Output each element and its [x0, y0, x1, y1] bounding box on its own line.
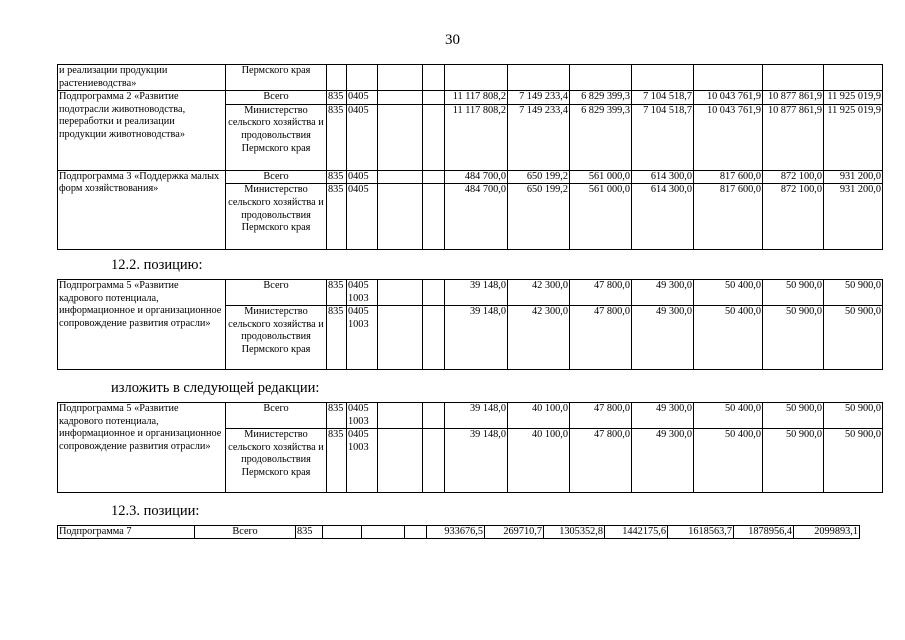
value-cell: [824, 65, 883, 91]
vr-cell: [423, 280, 445, 306]
csr-cell: [378, 403, 423, 429]
rzpr-cell: 0405: [347, 170, 378, 184]
grbs-cell: 835: [327, 104, 347, 170]
program-name-cell: Подпрограмма 3 «Поддержка малых форм хозяйствования»: [58, 170, 226, 250]
value-cell: 1305352,8: [544, 526, 605, 539]
value-cell: 7 149 233,4: [508, 104, 570, 170]
value-cell: 484 700,0: [445, 170, 508, 184]
csr-cell: [378, 104, 423, 170]
program-name-cell: Подпрограмма 7: [58, 526, 195, 539]
value-cell: [570, 65, 632, 91]
value-cell: 561 000,0: [570, 184, 632, 250]
program-name-cell: и реализации продукции растениеводства»: [58, 65, 226, 91]
program-name-cell: Подпрограмма 5 «Развитие кадрового потенциала, информационное и организационное сопровождение развития отрасли»: [58, 403, 226, 493]
value-cell: 50 400,0: [694, 403, 763, 429]
responsible-cell: Министерство сельского хозяйства и продовольствия Пермского края: [226, 306, 327, 370]
value-cell: 40 100,0: [508, 403, 570, 429]
value-cell: 50 900,0: [763, 306, 824, 370]
responsible-cell: Всего: [226, 91, 327, 105]
value-cell: 7 104 518,7: [632, 91, 694, 105]
value-cell: 933676,5: [427, 526, 485, 539]
grbs-cell: 835: [327, 91, 347, 105]
grbs-cell: 835: [296, 526, 323, 539]
value-cell: 1618563,7: [668, 526, 734, 539]
program-name-cell: Подпрограмма 5 «Развитие кадрового потенциала, информационное и организационное сопровождение развития отрасли»: [58, 280, 226, 370]
section-heading-12-2: 12.2. позицию:: [111, 257, 203, 273]
value-cell: [508, 65, 570, 91]
value-cell: 39 148,0: [445, 306, 508, 370]
grbs-cell: 835: [327, 184, 347, 250]
responsible-cell: Министерство сельского хозяйства и продовольствия Пермского края: [226, 429, 327, 493]
value-cell: 39 148,0: [445, 403, 508, 429]
value-cell: 47 800,0: [570, 403, 632, 429]
value-cell: 650 199,2: [508, 170, 570, 184]
budget-table-old-position: [57, 279, 883, 370]
value-cell: 10 043 761,9: [694, 104, 763, 170]
page-number: 30: [445, 32, 460, 48]
table-row: [58, 91, 883, 105]
section-heading-new-wording: изложить в следующей редакции:: [111, 380, 320, 396]
section-heading-12-3: 12.3. позиции:: [111, 503, 200, 519]
value-cell: 39 148,0: [445, 429, 508, 493]
vr-cell: [423, 306, 445, 370]
value-cell: 47 800,0: [570, 429, 632, 493]
value-cell: 650 199,2: [508, 184, 570, 250]
csr-cell: [378, 65, 423, 91]
value-cell: 2099893,1: [794, 526, 860, 539]
value-cell: 50 900,0: [763, 403, 824, 429]
responsible-cell: Министерство сельского хозяйства и продовольствия Пермского края: [226, 104, 327, 170]
csr-cell: [378, 170, 423, 184]
rzpr-cell: 0405 1003: [347, 280, 378, 306]
value-cell: 872 100,0: [763, 184, 824, 250]
csr-cell: [378, 429, 423, 493]
vr-cell: [423, 91, 445, 105]
grbs-cell: 835: [327, 306, 347, 370]
rzpr-cell: [323, 526, 362, 539]
value-cell: 10 877 861,9: [763, 104, 824, 170]
rzpr-cell: 0405: [347, 91, 378, 105]
responsible-cell: Министерство сельского хозяйства и продовольствия Пермского края: [226, 184, 327, 250]
value-cell: 6 829 399,3: [570, 91, 632, 105]
table-row: [58, 280, 883, 306]
value-cell: 6 829 399,3: [570, 104, 632, 170]
program-name-cell: Подпрограмма 2 «Развитие подотрасли животноводства, переработки и реализации продукции животноводства»: [58, 91, 226, 171]
vr-cell: [423, 104, 445, 170]
value-cell: 47 800,0: [570, 280, 632, 306]
value-cell: 10 043 761,9: [694, 91, 763, 105]
value-cell: 42 300,0: [508, 280, 570, 306]
grbs-cell: 835: [327, 403, 347, 429]
value-cell: 614 300,0: [632, 170, 694, 184]
csr-cell: [362, 526, 405, 539]
table-row: [58, 526, 860, 539]
grbs-cell: [327, 65, 347, 91]
vr-cell: [405, 526, 427, 539]
value-cell: 931 200,0: [824, 184, 883, 250]
value-cell: 50 900,0: [824, 280, 883, 306]
value-cell: [694, 65, 763, 91]
responsible-cell: Всего: [195, 526, 296, 539]
value-cell: 50 900,0: [824, 403, 883, 429]
csr-cell: [378, 184, 423, 250]
responsible-cell: Пермского края: [226, 65, 327, 91]
value-cell: 50 900,0: [824, 306, 883, 370]
table-row: [58, 65, 883, 91]
value-cell: 50 400,0: [694, 280, 763, 306]
rzpr-cell: 0405 1003: [347, 403, 378, 429]
csr-cell: [378, 91, 423, 105]
value-cell: 11 117 808,2: [445, 91, 508, 105]
grbs-cell: 835: [327, 280, 347, 306]
value-cell: 11 925 019,9: [824, 91, 883, 105]
value-cell: 49 300,0: [632, 280, 694, 306]
value-cell: 7 104 518,7: [632, 104, 694, 170]
value-cell: 817 600,0: [694, 170, 763, 184]
value-cell: 40 100,0: [508, 429, 570, 493]
budget-table-continuation: [57, 64, 883, 250]
value-cell: 11 925 019,9: [824, 104, 883, 170]
value-cell: 42 300,0: [508, 306, 570, 370]
value-cell: 39 148,0: [445, 280, 508, 306]
rzpr-cell: 0405: [347, 104, 378, 170]
value-cell: 1878956,4: [734, 526, 794, 539]
csr-cell: [378, 306, 423, 370]
vr-cell: [423, 403, 445, 429]
budget-table-program-7: [57, 525, 860, 539]
value-cell: 614 300,0: [632, 184, 694, 250]
value-cell: 50 900,0: [763, 280, 824, 306]
value-cell: 49 300,0: [632, 306, 694, 370]
value-cell: 269710,7: [485, 526, 544, 539]
responsible-cell: Всего: [226, 403, 327, 429]
responsible-cell: Всего: [226, 170, 327, 184]
value-cell: [763, 65, 824, 91]
value-cell: 1442175,6: [605, 526, 668, 539]
value-cell: 10 877 861,9: [763, 91, 824, 105]
responsible-cell: Всего: [226, 280, 327, 306]
value-cell: 11 117 808,2: [445, 104, 508, 170]
value-cell: 561 000,0: [570, 170, 632, 184]
value-cell: 7 149 233,4: [508, 91, 570, 105]
value-cell: 50 400,0: [694, 306, 763, 370]
vr-cell: [423, 184, 445, 250]
table-row: [58, 170, 883, 184]
table-row: [58, 403, 883, 429]
rzpr-cell: 0405 1003: [347, 429, 378, 493]
value-cell: 484 700,0: [445, 184, 508, 250]
value-cell: 49 300,0: [632, 429, 694, 493]
value-cell: 49 300,0: [632, 403, 694, 429]
rzpr-cell: [347, 65, 378, 91]
value-cell: 872 100,0: [763, 170, 824, 184]
value-cell: 50 900,0: [824, 429, 883, 493]
vr-cell: [423, 170, 445, 184]
rzpr-cell: 0405: [347, 184, 378, 250]
value-cell: 931 200,0: [824, 170, 883, 184]
value-cell: [632, 65, 694, 91]
value-cell: 47 800,0: [570, 306, 632, 370]
rzpr-cell: 0405 1003: [347, 306, 378, 370]
grbs-cell: 835: [327, 429, 347, 493]
vr-cell: [423, 65, 445, 91]
budget-table-new-position: [57, 402, 883, 493]
value-cell: 50 400,0: [694, 429, 763, 493]
value-cell: [445, 65, 508, 91]
value-cell: 817 600,0: [694, 184, 763, 250]
grbs-cell: 835: [327, 170, 347, 184]
csr-cell: [378, 280, 423, 306]
value-cell: 50 900,0: [763, 429, 824, 493]
vr-cell: [423, 429, 445, 493]
